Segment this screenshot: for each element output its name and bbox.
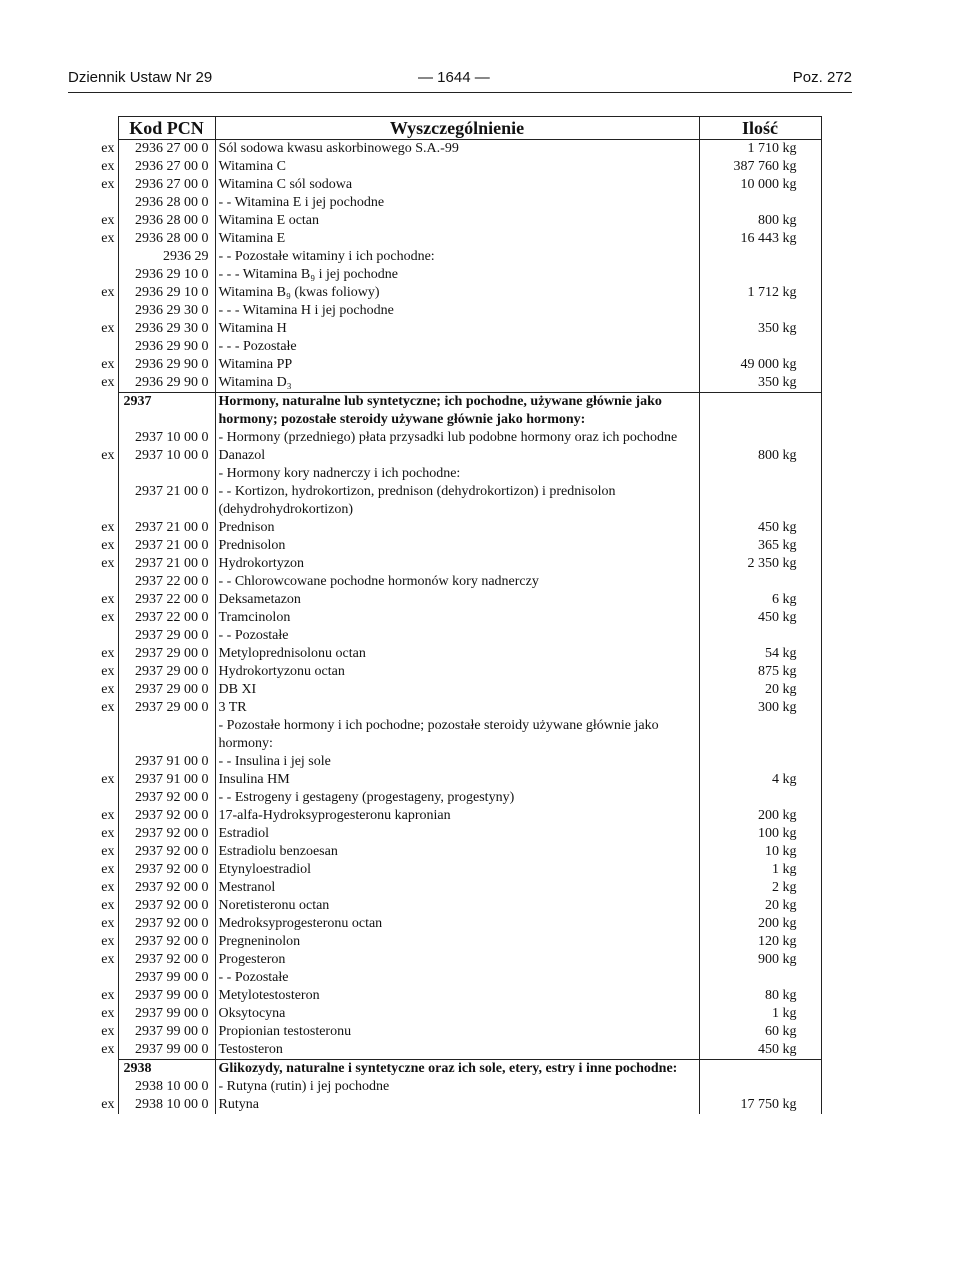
- table-row: [94, 987, 821, 1005]
- quantity: [699, 753, 821, 771]
- description: - Rutyna (rutin) i jej pochodne: [215, 1078, 699, 1096]
- table-body: [94, 140, 821, 1115]
- ex-marker: ex: [101, 646, 115, 661]
- pcn-code: 2936 29 10 0: [118, 266, 215, 284]
- ex-marker: [94, 483, 118, 519]
- pcn-code: [118, 465, 215, 483]
- description: Progesteron: [215, 951, 699, 969]
- ex-column-header: [94, 117, 118, 140]
- pcn-code: 2937 29 00 0: [118, 663, 215, 681]
- table-row: [94, 771, 821, 789]
- pcn-code: 2938 10 00 0: [118, 1096, 215, 1114]
- table-row: [94, 1023, 821, 1041]
- pcn-code: 2937 92 00 0: [118, 897, 215, 915]
- quantity: 387 760 kg: [699, 158, 821, 176]
- ex-marker: ex: [101, 952, 115, 967]
- ex-marker: ex: [101, 357, 115, 372]
- ex-marker: ex: [101, 808, 115, 823]
- pcn-code: 2937 29 00 0: [118, 627, 215, 645]
- ex-marker: [94, 717, 118, 753]
- quantity: 200 kg: [699, 807, 821, 825]
- description: Prednison: [215, 519, 699, 537]
- pcn-code: 2937 29 00 0: [118, 681, 215, 699]
- pcn-code: 2936 29 10 0: [118, 284, 215, 302]
- table-row: [94, 969, 821, 987]
- ex-marker: [94, 627, 118, 645]
- ex-marker: [94, 393, 118, 430]
- ex-marker: [94, 753, 118, 771]
- quantity: 450 kg: [699, 609, 821, 627]
- pcn-code: 2937 91 00 0: [118, 771, 215, 789]
- description: Deksametazon: [215, 591, 699, 609]
- table-row: [94, 591, 821, 609]
- quantity: 1 kg: [699, 1005, 821, 1023]
- description: Witamina PP: [215, 356, 699, 374]
- quantity: 350 kg: [699, 320, 821, 338]
- quantity: 875 kg: [699, 663, 821, 681]
- table-row: [94, 519, 821, 537]
- quantity: 450 kg: [699, 519, 821, 537]
- description: Tramcinolon: [215, 609, 699, 627]
- quantity: 350 kg: [699, 374, 821, 393]
- pcn-code: 2937 22 00 0: [118, 591, 215, 609]
- table-row: [94, 879, 821, 897]
- quantity-column-header: Ilość: [699, 117, 821, 140]
- table-row: [94, 284, 821, 302]
- page-header: [68, 66, 852, 93]
- ex-marker: ex: [101, 826, 115, 841]
- description: - - Pozostałe: [215, 627, 699, 645]
- table-row: [94, 194, 821, 212]
- table-row: [94, 374, 821, 393]
- quantity: 300 kg: [699, 699, 821, 717]
- description: Propionian testosteronu: [215, 1023, 699, 1041]
- description: - Hormony kory nadnerczy i ich pochodne:: [215, 465, 699, 483]
- ex-marker: ex: [101, 213, 115, 228]
- pcn-code: 2937 91 00 0: [118, 753, 215, 771]
- description: - - Witamina E i jej pochodne: [215, 194, 699, 212]
- quantity: 4 kg: [699, 771, 821, 789]
- pcn-code: 2937 92 00 0: [118, 933, 215, 951]
- table-row: [94, 230, 821, 248]
- table-row: [94, 699, 821, 717]
- table-row: [94, 609, 821, 627]
- description-column-header: Wyszczególnienie: [215, 117, 699, 140]
- quantity: 200 kg: [699, 915, 821, 933]
- pcn-code: 2936 27 00 0: [118, 140, 215, 159]
- ex-marker: ex: [101, 538, 115, 553]
- table-row: [94, 807, 821, 825]
- pcn-code: 2937 10 00 0: [118, 429, 215, 447]
- pcn-code: 2937 99 00 0: [118, 1005, 215, 1023]
- description: Estradiolu benzoesan: [215, 843, 699, 861]
- pcn-code: 2936 28 00 0: [118, 194, 215, 212]
- table-row: [94, 825, 821, 843]
- ex-marker: ex: [101, 231, 115, 246]
- description: Metyloprednisolonu octan: [215, 645, 699, 663]
- table-row: [94, 1005, 821, 1023]
- ex-marker: ex: [101, 664, 115, 679]
- table-row: [94, 212, 821, 230]
- table-header-row: [94, 117, 821, 140]
- table-row: [94, 753, 821, 771]
- ex-marker: ex: [101, 520, 115, 535]
- quantity: 17 750 kg: [699, 1096, 821, 1114]
- table-row: [94, 537, 821, 555]
- quantity: [699, 302, 821, 320]
- description: - - Estrogeny i gestageny (progestageny, progestyny): [215, 789, 699, 807]
- quantity: 120 kg: [699, 933, 821, 951]
- pcn-code: 2937 99 00 0: [118, 1023, 215, 1041]
- pcn-code: 2937 92 00 0: [118, 825, 215, 843]
- description: DB XI: [215, 681, 699, 699]
- ex-marker: ex: [101, 556, 115, 571]
- quantity: [699, 717, 821, 753]
- pcn-code: 2937 21 00 0: [118, 537, 215, 555]
- pcn-code: 2936 27 00 0: [118, 176, 215, 194]
- pcn-code: 2937 92 00 0: [118, 951, 215, 969]
- pcn-code: 2937 21 00 0: [118, 519, 215, 537]
- ex-marker: ex: [101, 285, 115, 300]
- table-row: [94, 717, 821, 753]
- ex-marker: [94, 1078, 118, 1096]
- table-row: [94, 393, 821, 430]
- description: - - Pozostałe witaminy i ich pochodne:: [215, 248, 699, 266]
- quantity: 1 712 kg: [699, 284, 821, 302]
- quantity: [699, 573, 821, 591]
- quantity: 16 443 kg: [699, 230, 821, 248]
- pcn-code: 2936 28 00 0: [118, 212, 215, 230]
- pcn-table: [94, 116, 822, 1114]
- ex-marker: ex: [101, 844, 115, 859]
- description: Metylotestosteron: [215, 987, 699, 1005]
- code-column-header: Kod PCN: [118, 117, 215, 140]
- quantity: 1 kg: [699, 861, 821, 879]
- table-row: [94, 483, 821, 519]
- description: - - Insulina i jej sole: [215, 753, 699, 771]
- ex-marker: ex: [101, 682, 115, 697]
- pcn-code: 2937 99 00 0: [118, 1041, 215, 1060]
- table-row: [94, 1096, 821, 1114]
- table-row: [94, 356, 821, 374]
- ex-marker: ex: [101, 1042, 115, 1057]
- ex-marker: [94, 789, 118, 807]
- description: Hormony, naturalne lub syntetyczne; ich pochodne, używane głównie jako hormony; pozostałe steroidy używane głównie jako hormony:: [215, 393, 699, 430]
- table-row: [94, 140, 821, 159]
- ex-marker: [94, 465, 118, 483]
- pcn-code: 2937 10 00 0: [118, 447, 215, 465]
- description: Mestranol: [215, 879, 699, 897]
- description: - - - Witamina H i jej pochodne: [215, 302, 699, 320]
- quantity: 49 000 kg: [699, 356, 821, 374]
- description: - - Pozostałe: [215, 969, 699, 987]
- description: - - Chlorowcowane pochodne hormonów kory nadnerczy: [215, 573, 699, 591]
- pcn-code: 2937 92 00 0: [118, 915, 215, 933]
- description: - - - Pozostałe: [215, 338, 699, 356]
- table-row: [94, 248, 821, 266]
- ex-marker: [94, 302, 118, 320]
- ex-marker: [94, 338, 118, 356]
- description: Medroksyprogesteronu octan: [215, 915, 699, 933]
- description: - Hormony (przedniego) płata przysadki lub podobne hormony oraz ich pochodne: [215, 429, 699, 447]
- quantity: [699, 248, 821, 266]
- table-row: [94, 915, 821, 933]
- description: - Pozostałe hormony i ich pochodne; pozostałe steroidy używane głównie jako hormony:: [215, 717, 699, 753]
- pcn-code: 2937 22 00 0: [118, 609, 215, 627]
- pcn-code: 2936 28 00 0: [118, 230, 215, 248]
- quantity: [699, 194, 821, 212]
- pcn-code: 2936 29 90 0: [118, 338, 215, 356]
- pcn-code: 2937 29 00 0: [118, 645, 215, 663]
- ex-marker: ex: [101, 772, 115, 787]
- ex-marker: ex: [101, 880, 115, 895]
- pcn-code: 2938 10 00 0: [118, 1078, 215, 1096]
- table-row: [94, 645, 821, 663]
- description: Witamina D₃: [215, 374, 699, 393]
- quantity: 365 kg: [699, 537, 821, 555]
- ex-marker: ex: [101, 159, 115, 174]
- ex-marker: ex: [101, 1024, 115, 1039]
- ex-marker: ex: [101, 140, 115, 156]
- ex-marker: ex: [101, 321, 115, 336]
- description: Danazol: [215, 447, 699, 465]
- pcn-code: 2937 99 00 0: [118, 987, 215, 1005]
- pcn-code: 2937 21 00 0: [118, 483, 215, 519]
- quantity: [699, 429, 821, 447]
- pcn-code: 2936 29 30 0: [118, 302, 215, 320]
- journal-title: Dziennik Ustaw Nr 29: [68, 69, 213, 86]
- table-row: [94, 933, 821, 951]
- description: Witamina C: [215, 158, 699, 176]
- description: Hydrokortyzonu octan: [215, 663, 699, 681]
- table-row: [94, 897, 821, 915]
- ex-marker: ex: [101, 700, 115, 715]
- ex-marker: ex: [101, 1097, 115, 1112]
- description: Witamina E octan: [215, 212, 699, 230]
- pcn-code: 2937 21 00 0: [118, 555, 215, 573]
- description: Glikozydy, naturalne i syntetyczne oraz ich sole, etery, estry i inne pochodne:: [215, 1060, 699, 1079]
- table-row: [94, 861, 821, 879]
- quantity: 450 kg: [699, 1041, 821, 1060]
- pcn-code: 2937: [118, 393, 215, 430]
- ex-marker: ex: [101, 1006, 115, 1021]
- ex-marker: ex: [101, 988, 115, 1003]
- quantity: 2 kg: [699, 879, 821, 897]
- quantity: 60 kg: [699, 1023, 821, 1041]
- table-row: [94, 429, 821, 447]
- ex-marker: ex: [101, 916, 115, 931]
- quantity: [699, 483, 821, 519]
- ex-marker: [94, 429, 118, 447]
- quantity: [699, 627, 821, 645]
- description: Pregneninolon: [215, 933, 699, 951]
- quantity: 2 350 kg: [699, 555, 821, 573]
- pcn-code: 2936 29: [118, 248, 215, 266]
- pcn-code: 2937 92 00 0: [118, 879, 215, 897]
- ex-marker: [94, 266, 118, 284]
- quantity: [699, 969, 821, 987]
- table-row: [94, 176, 821, 194]
- pcn-code: 2937 99 00 0: [118, 969, 215, 987]
- quantity: [699, 789, 821, 807]
- quantity: 800 kg: [699, 212, 821, 230]
- table-row: [94, 1041, 821, 1060]
- quantity: 10 kg: [699, 843, 821, 861]
- ex-marker: ex: [101, 898, 115, 913]
- table-row: [94, 1060, 821, 1079]
- table-row: [94, 266, 821, 284]
- quantity: 80 kg: [699, 987, 821, 1005]
- pcn-code: 2937 92 00 0: [118, 807, 215, 825]
- table-row: [94, 951, 821, 969]
- description: Oksytocyna: [215, 1005, 699, 1023]
- pcn-code: [118, 717, 215, 753]
- quantity: [699, 393, 821, 430]
- pcn-code: 2937 92 00 0: [118, 861, 215, 879]
- quantity: [699, 266, 821, 284]
- quantity: 10 000 kg: [699, 176, 821, 194]
- table-row: [94, 447, 821, 465]
- description: Sól sodowa kwasu askorbinowego S.A.-99: [215, 140, 699, 159]
- table-row: [94, 663, 821, 681]
- description: - - - Witamina B₉ i jej pochodne: [215, 266, 699, 284]
- quantity: [699, 465, 821, 483]
- quantity: 900 kg: [699, 951, 821, 969]
- ex-marker: [94, 969, 118, 987]
- quantity: [699, 338, 821, 356]
- quantity: 1 710 kg: [699, 140, 821, 159]
- table-row: [94, 1078, 821, 1096]
- position-number: Poz. 272: [792, 69, 852, 86]
- description: 3 TR: [215, 699, 699, 717]
- ex-marker: ex: [101, 610, 115, 625]
- pcn-code: 2936 29 90 0: [118, 356, 215, 374]
- quantity: 20 kg: [699, 897, 821, 915]
- quantity: 800 kg: [699, 447, 821, 465]
- description: Noretisteronu octan: [215, 897, 699, 915]
- description: Witamina C sól sodowa: [215, 176, 699, 194]
- description: Witamina E: [215, 230, 699, 248]
- quantity: 6 kg: [699, 591, 821, 609]
- quantity: [699, 1078, 821, 1096]
- description: Rutyna: [215, 1096, 699, 1114]
- table-row: [94, 681, 821, 699]
- table-row: [94, 573, 821, 591]
- description: Witamina B₉ (kwas foliowy): [215, 284, 699, 302]
- table-row: [94, 320, 821, 338]
- ex-marker: ex: [101, 862, 115, 877]
- table-row: [94, 789, 821, 807]
- pcn-code: 2937 22 00 0: [118, 573, 215, 591]
- description: Insulina HM: [215, 771, 699, 789]
- ex-marker: [94, 573, 118, 591]
- ex-marker: ex: [101, 934, 115, 949]
- description: Witamina H: [215, 320, 699, 338]
- ex-marker: ex: [101, 177, 115, 192]
- ex-marker: ex: [101, 375, 115, 390]
- table-row: [94, 465, 821, 483]
- table-row: [94, 555, 821, 573]
- description: Prednisolon: [215, 537, 699, 555]
- quantity: 100 kg: [699, 825, 821, 843]
- ex-marker: ex: [101, 592, 115, 607]
- quantity: [699, 1060, 821, 1079]
- ex-marker: [94, 1060, 118, 1079]
- pcn-code: 2937 92 00 0: [118, 843, 215, 861]
- page-number: — 1644 —: [418, 69, 490, 86]
- quantity: 54 kg: [699, 645, 821, 663]
- description: Estradiol: [215, 825, 699, 843]
- pcn-code: 2938: [118, 1060, 215, 1079]
- ex-marker: [94, 248, 118, 266]
- ex-marker: ex: [101, 448, 115, 463]
- table-row: [94, 302, 821, 320]
- pcn-code: 2937 92 00 0: [118, 789, 215, 807]
- description: Hydrokortyzon: [215, 555, 699, 573]
- table-row: [94, 843, 821, 861]
- table-row: [94, 627, 821, 645]
- table-row: [94, 158, 821, 176]
- description: 17-alfa-Hydroksyprogesteronu kapronian: [215, 807, 699, 825]
- ex-marker: [94, 194, 118, 212]
- table-row: [94, 338, 821, 356]
- quantity: 20 kg: [699, 681, 821, 699]
- pcn-code: 2936 27 00 0: [118, 158, 215, 176]
- pcn-code: 2936 29 90 0: [118, 374, 215, 393]
- description: - - Kortizon, hydrokortizon, prednison (dehydrokortizon) i prednisolon (dehydrohydrokortizon): [215, 483, 699, 519]
- description: Testosteron: [215, 1041, 699, 1060]
- pcn-code: 2936 29 30 0: [118, 320, 215, 338]
- description: Etynyloestradiol: [215, 861, 699, 879]
- pcn-code: 2937 29 00 0: [118, 699, 215, 717]
